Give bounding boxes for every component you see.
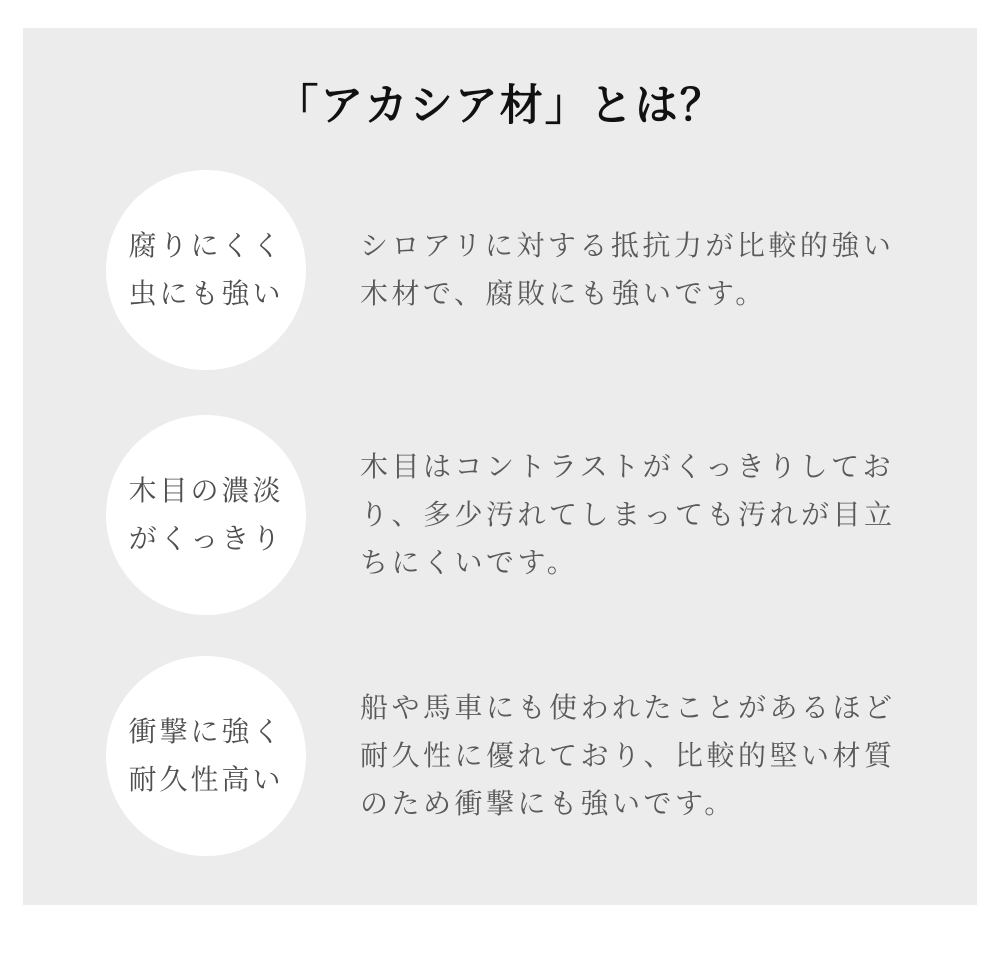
- feature-description-impact-durability: [360, 684, 896, 828]
- feature-badge-grain-contrast: [106, 415, 306, 615]
- description-line: 木目はコントラストがくっきりしてお: [360, 451, 895, 482]
- feature-row-impact-durability: [106, 656, 937, 856]
- description-line: のため衝撃にも強いです。: [360, 788, 736, 819]
- feature-badge-rot-resistance: [106, 170, 306, 370]
- badge-label-line: がくっきり: [128, 523, 284, 554]
- description-line: 船や馬車にも使われたことがあるほど: [360, 692, 896, 723]
- feature-row-rot-resistance: [106, 170, 937, 370]
- feature-row-grain-contrast: [106, 415, 937, 615]
- badge-label-line: 衝撃に強く: [128, 716, 284, 747]
- gray-panel: [23, 28, 977, 905]
- description-line: 耐久性に優れており、比較的堅い材質: [360, 740, 896, 771]
- section-title: 「アカシア材」とは？: [275, 82, 725, 130]
- feature-description-rot-resistance: [360, 222, 894, 318]
- description-line: 木材で、腐敗にも強いです。: [360, 278, 767, 309]
- description-line: り、多少汚れてしまっても汚れが目立: [360, 499, 896, 530]
- badge-label-line: 木目の濃淡: [128, 475, 284, 506]
- feature-description-grain-contrast: [360, 443, 896, 587]
- badge-label-line: 腐りにくく: [128, 230, 284, 261]
- badge-label-line: 耐久性高い: [128, 764, 284, 795]
- description-line: シロアリに対する抵抗力が比較的強い: [360, 230, 895, 261]
- feature-badge-impact-durability: [106, 656, 306, 856]
- description-line: ちにくいです。: [360, 547, 579, 578]
- badge-label-line: 虫にも強い: [128, 278, 284, 309]
